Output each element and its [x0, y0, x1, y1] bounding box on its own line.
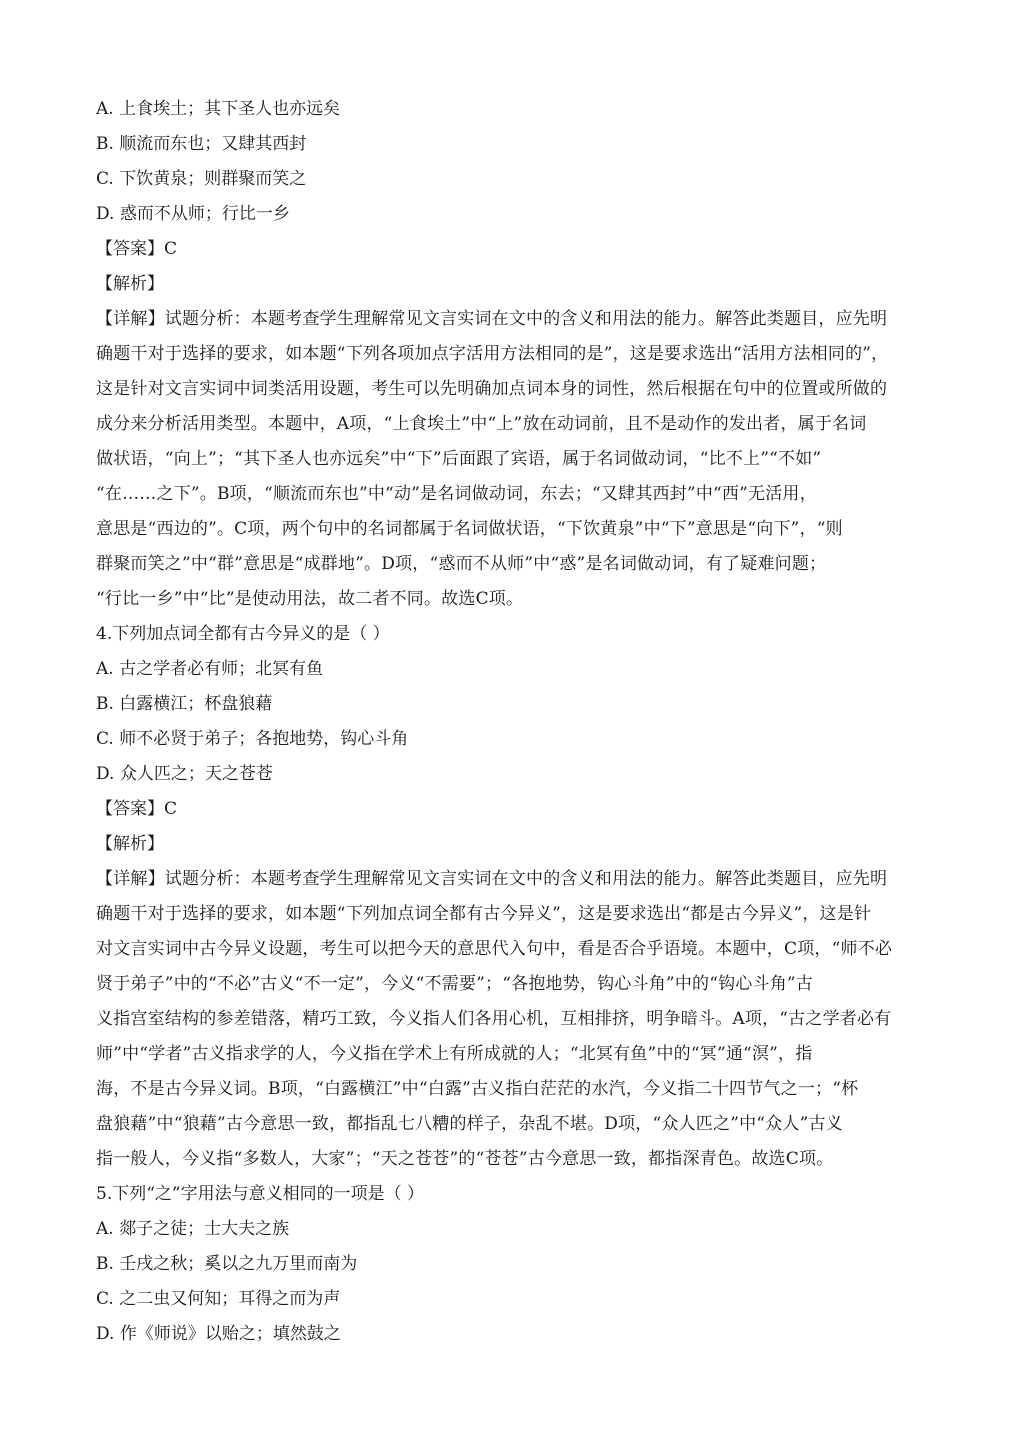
- text-line: “在……之下”。B项，“顺流而东也”中“动”是名词做动词，东去；“又肆其西封”中“西”无活用，: [96, 484, 817, 504]
- text-line: 对文言实词中古今异义设题，考生可以把今天的意思代入句中，看是否合乎语境。本题中，C项，“师不必: [96, 939, 893, 959]
- text-line: C. 下饮黄泉；则群聚而笑之: [96, 169, 307, 189]
- text-line: 盘狼藉”中“狼藉”古今意思一致，都指乱七八糟的样子，杂乱不堪。D项，“众人匹之”中“众人”古义: [96, 1114, 843, 1134]
- option-c: [96, 162, 936, 197]
- text-line: 这是针对文言实词中词类活用设题，考生可以先明确加点词本身的词性，然后根据在句中的位置或所做的: [96, 379, 888, 399]
- text-line: B. 顺流而东也；又肆其西封: [96, 134, 307, 154]
- text-line: 贤于弟子”中的“不必”古义“不一定”，今义“不需要”；“各抱地势，钩心斗角”中的“钩心斗角”古: [96, 974, 813, 994]
- answer-label: [96, 792, 936, 827]
- text-line: 海，不是古今异义词。B项，“白露横江”中“白露”古义指白茫茫的水汽，今义指二十四节气之一；“杯: [96, 1079, 859, 1099]
- text-line: 【解析】: [96, 834, 164, 854]
- text-line: 【详解】试题分析：本题考查学生理解常见文言实词在文中的含义和用法的能力。解答此类题目，应先明: [96, 309, 888, 329]
- option-b: [96, 687, 936, 722]
- option-a: [96, 1212, 936, 1247]
- text-line: C. 师不必贤于弟子；各抱地势，钩心斗角: [96, 729, 409, 749]
- question-4: [96, 617, 936, 652]
- text-line: B. 白露横江；杯盘狼藉: [96, 694, 273, 714]
- text-line: 确题干对于选择的要求，如本题“下列各项加点字活用方法相同的是”，这是要求选出“活用方法相同的”，: [96, 344, 889, 364]
- text-line: D. 惑而不从师；行比一乡: [96, 204, 290, 224]
- explanation-paragraph: [96, 862, 936, 1177]
- text-line: 【详解】试题分析：本题考查学生理解常见文言实词在文中的含义和用法的能力。解答此类题目，应先明: [96, 869, 888, 889]
- text-line: D. 众人匹之；天之苍苍: [96, 764, 273, 784]
- option-b: [96, 127, 936, 162]
- text-line: 【答案】C: [96, 239, 178, 259]
- explanation-paragraph: [96, 302, 936, 617]
- option-a: [96, 652, 936, 687]
- text-line: 群聚而笑之”中“群”意思是“成群地”。D项，“惑而不从师”中“惑”是名词做动词，有了疑难问题；: [96, 554, 827, 574]
- text-line: 【解析】: [96, 274, 164, 294]
- analysis-label: [96, 827, 936, 862]
- option-b: [96, 1247, 936, 1282]
- text-line: 师”中“学者”古义指求学的人，今义指在学术上有所成就的人；“北冥有鱼”中的“冥”通“溟”，指: [96, 1044, 813, 1064]
- text-line: 义指宫室结构的参差错落，精巧工致，今义指人们各用心机，互相排挤，明争暗斗。A项，“古之学者必有: [96, 1009, 892, 1029]
- text-line: D. 作《师说》以贻之；填然鼓之: [96, 1324, 341, 1344]
- text-line: 【答案】C: [96, 799, 178, 819]
- option-d: [96, 1317, 936, 1352]
- answer-label: [96, 232, 936, 267]
- text-line: 做状语，“向上”；“其下圣人也亦远矣”中“下”后面跟了宾语，属于名词做动词，“比不上”“不如”: [96, 449, 822, 469]
- text-line: A. 郯子之徒；士大夫之族: [96, 1219, 290, 1239]
- option-c: [96, 722, 936, 757]
- text-line: C. 之二虫又何知；耳得之而为声: [96, 1289, 341, 1309]
- analysis-label: [96, 267, 936, 302]
- text-line: 成分来分析活用类型。本题中，A项，“上食埃土”中“上”放在动词前，且不是动作的发出者，属于名词: [96, 414, 867, 434]
- text-line: 5.下列“之”字用法与意义相同的一项是（ ）: [96, 1184, 425, 1204]
- option-a: [96, 92, 936, 127]
- text-line: 确题干对于选择的要求，如本题“下列加点词全都有古今异义”，这是要求选出“都是古今异义”，这是针: [96, 904, 872, 924]
- document-body: [96, 92, 936, 1352]
- text-line: “行比一乡”中“比”是使动用法，故二者不同。故选C项。: [96, 589, 524, 609]
- text-line: A. 上食埃土；其下圣人也亦远矣: [96, 99, 341, 119]
- option-c: [96, 1282, 936, 1317]
- text-line: 指一般人，今义指“多数人，大家”；“天之苍苍”的“苍苍”古今意思一致，都指深青色。故选C项。: [96, 1149, 834, 1169]
- text-line: A. 古之学者必有师；北冥有鱼: [96, 659, 324, 679]
- option-d: [96, 757, 936, 792]
- option-d: [96, 197, 936, 232]
- question-5: [96, 1177, 936, 1212]
- text-line: B. 壬戌之秋；奚以之九万里而南为: [96, 1254, 358, 1274]
- text-line: 意思是“西边的”。C项，两个句中的名词都属于名词做状语，“下饮黄泉”中“下”意思是“向下”，“则: [96, 519, 843, 539]
- text-line: 4.下列加点词全都有古今异义的是（ ）: [96, 624, 390, 644]
